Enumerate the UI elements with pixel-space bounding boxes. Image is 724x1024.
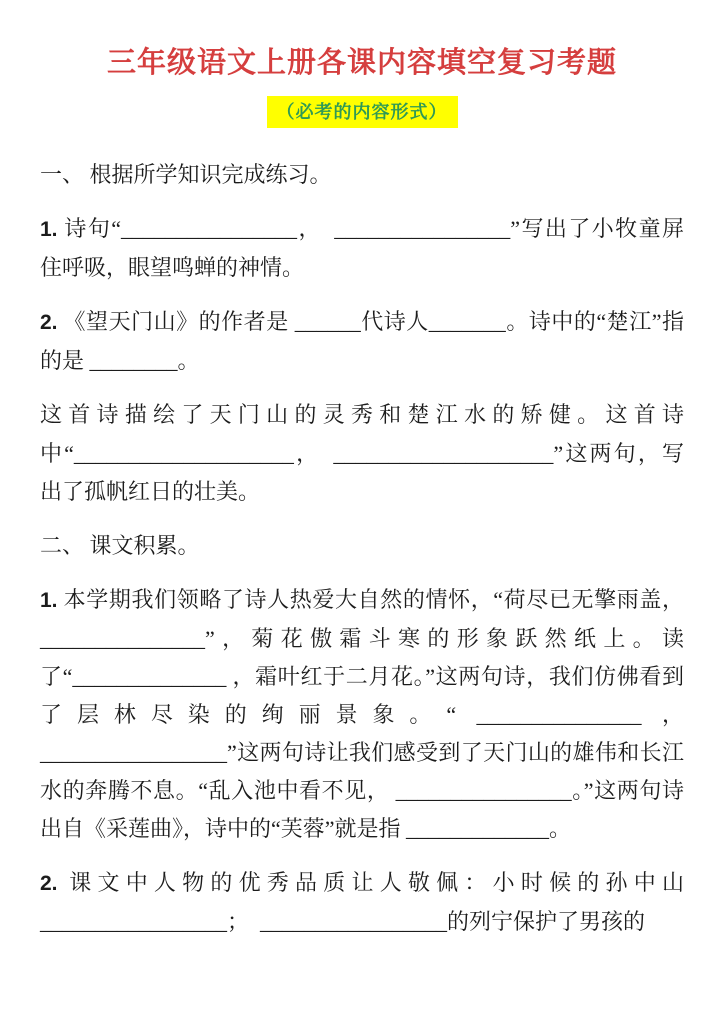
question-text: 《望天门山》的作者是 ______代诗人_______。诗中的“楚江”指的是 ________。: [40, 309, 684, 373]
question-text: 课文中人物的优秀品质让人敬佩：小时候的孙中山_________________； _________________的列宁保护了男孩的: [40, 870, 684, 934]
section-1-question-2: [40, 303, 684, 380]
page-subtitle: （必考的内容形式）: [267, 96, 458, 128]
question-number: 1.: [40, 218, 58, 241]
question-text: 这首诗描绘了天门山的灵秀和楚江水的矫健。这首诗中“____________________， ____________________”这两句，写出了孤帆红日的壮美。: [40, 402, 684, 504]
question-text: 本学期我们领略了诗人热爱大自然的情怀，“荷尽已无擎雨盖，_______________”，菊花傲霜斗寒的形象跃然纸上。读了“______________ ，霜叶红于二月花。”这两句诗，我们仿佛看到了层林尽染的绚丽景象。“ _______________ ，_________________”这两句诗让我们感受到了天门山的雄伟和长江水的奔腾不息。“乱入池中看不见， ________________。”这两句诗出自《采莲曲》，诗中的“芙蓉”就是指 _____________。: [40, 587, 684, 841]
section-2-heading: 二、 课文积累。: [40, 533, 200, 558]
question-number: 2.: [40, 311, 58, 334]
question-text: 诗句“________________， ________________”写出了小牧童屏住呼吸，眼望鸣蝉的神情。: [40, 216, 684, 280]
section-1-heading: 一、 根据所学知识完成练习。: [40, 162, 332, 187]
section-1-question-2-continuation: [40, 396, 684, 511]
section-1-question-1: [40, 210, 684, 287]
section-2-question-2: [40, 864, 684, 941]
question-number: 2.: [40, 872, 58, 895]
subtitle-row: [0, 96, 724, 128]
section-2-question-1: [40, 581, 684, 848]
page-title: 三年级语文上册各课内容填空复习考题: [106, 47, 617, 79]
worksheet-body: [0, 156, 724, 941]
question-number: 1.: [40, 589, 58, 612]
